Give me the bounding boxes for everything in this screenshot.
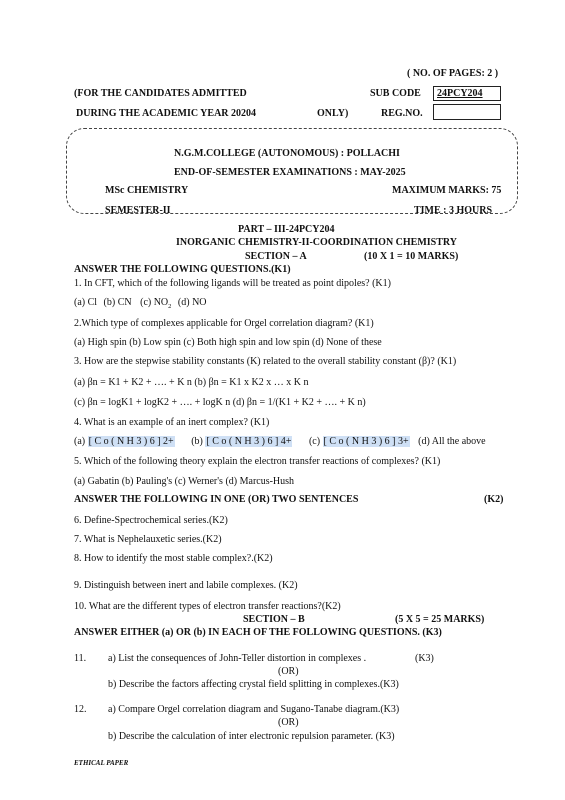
section-b-instruction: ANSWER EITHER (a) OR (b) IN EACH OF THE FOLLOWING QUESTIONS. (K3) bbox=[74, 627, 442, 638]
question-11b: b) Describe the factors affecting crystal field splitting in complexes.(K3) bbox=[108, 679, 399, 690]
program-name: MSc CHEMISTRY bbox=[105, 185, 189, 196]
question-12b: b) Describe the calculation of inter electronic repulsion parameter. (K3) bbox=[108, 731, 395, 742]
page-count: ( NO. OF PAGES: 2 ) bbox=[407, 68, 499, 79]
question-4: 4. What is an example of an inert complex? (K1) bbox=[74, 417, 270, 428]
q1-option-c: (c) NO bbox=[140, 297, 169, 308]
semester: SEMESTER-II bbox=[105, 205, 171, 216]
sentences-instruction: ANSWER THE FOLLOWING IN ONE (OR) TWO SENTENCES bbox=[74, 494, 359, 505]
q1-option-d: (d) NO bbox=[177, 297, 207, 308]
question-5-options: (a) Gabatin (b) Pauling's (c) Werner's (d) Marcus-Hush bbox=[74, 476, 295, 487]
question-6: 6. Define-Spectrochemical series.(K2) bbox=[74, 515, 228, 526]
section-a-title: SECTION – A bbox=[245, 251, 307, 262]
candidates-label: (FOR THE CANDIDATES ADMITTED bbox=[74, 88, 247, 99]
exam-name: END-OF-SEMESTER EXAMINATIONS : MAY-2025 bbox=[174, 167, 406, 178]
question-12-or: (OR) bbox=[278, 717, 299, 728]
sub-code-value: 24PCY204 bbox=[437, 88, 483, 99]
section-b-title: SECTION – B bbox=[243, 614, 305, 625]
question-2-options: (a) High spin (b) Low spin (c) Both high spin and low spin (d) None of these bbox=[74, 337, 382, 348]
part-heading: PART – III-24PCY204 bbox=[238, 224, 335, 235]
sub-code-label: SUB CODE bbox=[370, 88, 421, 99]
q1-option-c-subscript: 2 bbox=[168, 303, 172, 310]
question-4-options bbox=[74, 436, 486, 448]
reg-no-label: REG.NO. bbox=[381, 108, 423, 119]
question-9: 9. Distinguish between inert and labile complexes. (K2) bbox=[74, 580, 298, 591]
q1-option-a: (a) Cl bbox=[74, 297, 98, 308]
sentences-marks: (K2) bbox=[484, 494, 504, 505]
reg-no-field[interactable] bbox=[433, 104, 501, 120]
question-1: 1. In CFT, which of the following ligands will be treated as point dipoles? (K1) bbox=[74, 278, 391, 289]
question-11-number: 11. bbox=[74, 653, 87, 664]
q4-option-b: [ C o ( N H 3 ) 6 ] 4+ bbox=[206, 436, 292, 447]
section-b-marks: (5 X 5 = 25 MARKS) bbox=[395, 614, 485, 625]
question-11a-level: (K3) bbox=[415, 653, 434, 664]
q4-option-c-label: (c) bbox=[308, 436, 321, 447]
question-3-options-line1: (a) βn = K1 + K2 + …. + K n (b) βn = K1 x K2 x … x K n bbox=[74, 377, 309, 388]
q4-option-a-label: (a) bbox=[74, 436, 86, 447]
question-8: 8. How to identify the most stable complex?.(K2) bbox=[74, 553, 273, 564]
footer-note: ETHICAL PAPER bbox=[74, 759, 129, 767]
question-12-number: 12. bbox=[74, 704, 87, 715]
question-2: 2.Which type of complexes applicable for Orgel correlation diagram? (K1) bbox=[74, 318, 374, 329]
academic-year: DURING THE ACADEMIC YEAR 20204 bbox=[76, 108, 257, 119]
question-11a: a) List the consequences of John-Teller distortion in complexes . bbox=[108, 653, 367, 664]
section-a-marks: (10 X 1 = 10 MARKS) bbox=[364, 251, 459, 262]
question-1-options bbox=[74, 297, 207, 309]
q4-option-a: [ C o ( N H 3 ) 6 ] 2+ bbox=[88, 436, 174, 447]
exam-time: TIME : 3 HOURS bbox=[414, 205, 493, 216]
question-5: 5. Which of the following theory explain the electron transfer reactions of complexes? (K1) bbox=[74, 456, 441, 467]
max-marks: MAXIMUM MARKS: 75 bbox=[392, 185, 502, 196]
question-12a: a) Compare Orgel correlation diagram and Sugano-Tanabe diagram.(K3) bbox=[108, 704, 400, 715]
question-7: 7. What is Nephelauxetic series.(K2) bbox=[74, 534, 222, 545]
question-3-options-line2: (c) βn = logK1 + logK2 + …. + logK n (d) βn = 1/(K1 + K2 + …. + K n) bbox=[74, 397, 366, 408]
section-a-instruction: ANSWER THE FOLLOWING QUESTIONS.(K1) bbox=[74, 264, 291, 275]
question-3: 3. How are the stepwise stability constants (K) related to the overall stability constant (β)? (K1) bbox=[74, 356, 457, 367]
question-11-or: (OR) bbox=[278, 666, 299, 677]
question-10: 10. What are the different types of electron transfer reactions?(K2) bbox=[74, 601, 341, 612]
only-label: ONLY) bbox=[317, 108, 349, 119]
q1-option-b: (b) CN bbox=[103, 297, 132, 308]
q4-option-b-label: (b) bbox=[191, 436, 203, 447]
college-name: N.G.M.COLLEGE (AUTONOMOUS) : POLLACHI bbox=[174, 148, 400, 159]
q4-option-d: (d) All the above bbox=[418, 436, 486, 447]
subject-heading: INORGANIC CHEMISTRY-II-COORDINATION CHEMISTRY bbox=[176, 237, 457, 248]
q4-option-c: [ C o ( N H 3 ) 6 ] 3+ bbox=[323, 436, 409, 447]
